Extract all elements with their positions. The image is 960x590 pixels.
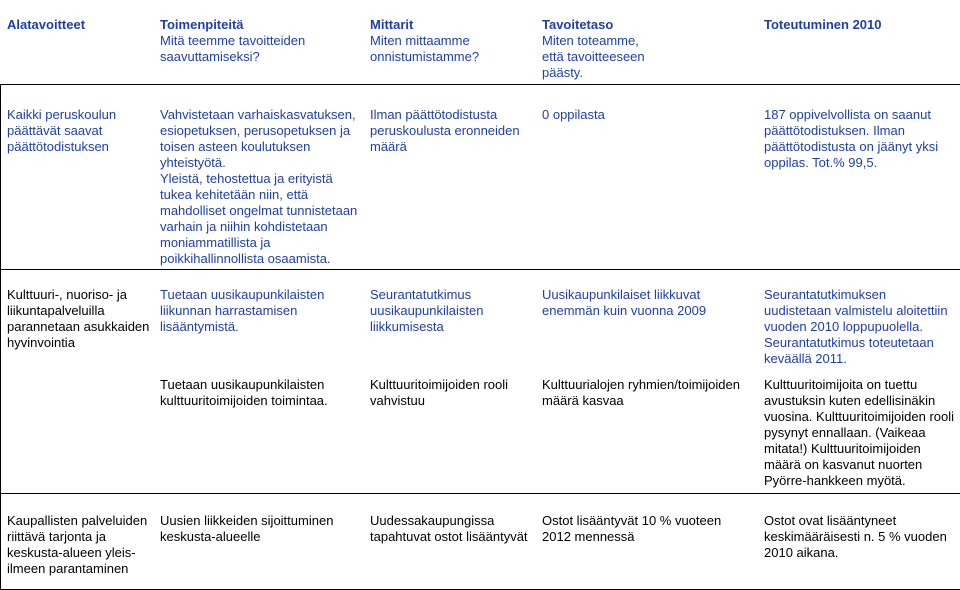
cell-line: kulttuuritoimijoiden toimintaa. [160,393,328,408]
cell-line: yhteistyötä. [160,155,226,170]
cell-line: tapahtuvat ostot lisääntyvät [370,529,528,544]
cell-mittari [370,287,483,335]
cell-line: 187 oppivelvollista on saanut [764,107,931,122]
cell-line: Yleistä, tehostettua ja erityistä [160,171,333,186]
divider [0,269,960,270]
cell-line: keskimääräisesti n. 5 % vuoden [764,529,947,544]
cell-line: Kulttuurialojen ryhmien/toimijoiden [542,377,740,392]
cell-line: määrä kasvaa [542,393,624,408]
cell-line: Ostot ovat lisääntyneet [764,513,897,528]
cell-toteutuminen [764,513,947,561]
cell-line: enemmän kuin vuonna 2009 [542,303,707,318]
cell-line: Tuetaan uusikaupunkilaisten [160,377,325,392]
cell-line: oppilas. Tot.% 99,5. [764,155,878,170]
cell-tavoitetaso [542,287,706,319]
cell-toimenpide [160,107,357,267]
cell-line: avustuksin kuten edellisinäkin [764,393,936,408]
header-subtitle: Miten toteamme, [542,33,639,48]
cell-line: Uusien liikkeiden sijoittuminen [160,513,334,528]
cell-line: poikkihallinnollista osaamista. [160,251,331,266]
cell-line: Seurantatutkimuksen [764,287,887,302]
cell-line: Pyörre-hankkeen myötä. [764,473,906,488]
cell-line: Seurantatutkimus [370,287,472,302]
cell-tavoitetaso [542,377,740,409]
cell-line: määrä on kasvanut nuorten [764,457,923,472]
header-subtitle: päästy. [542,65,583,80]
cell-alatavoite [7,513,147,577]
cell-alatavoite [7,287,149,351]
cell-line: Kulttuuritoimijoita on tuettu [764,377,918,392]
cell-line: uudistetaan valmistelu aloitettiin [764,303,948,318]
cell-line: liikunnan harrastamisen [160,303,298,318]
cell-line: keskusta-alueelle [160,529,261,544]
cell-line: ilmeen parantaminen [7,561,129,576]
header-title: Tavoitetaso [542,17,614,32]
cell-line: riittävä tarjonta ja [7,529,106,544]
cell-line: Seurantatutkimus toteutetaan [764,335,934,350]
header-title: Mittarit [370,17,414,32]
cell-line: vahvistuu [370,393,425,408]
cell-line: esiopetuksen, perusopetuksen ja [160,123,351,138]
header-title: Toimenpiteitä [160,17,244,32]
cell-toimenpide [160,513,333,545]
cell-toimenpide [160,377,328,409]
cell-tavoitetaso [542,513,721,545]
cell-toteutuminen [764,377,954,489]
header-subtitle: Miten mittaamme [370,33,470,48]
cell-line: Ilman päättötodistusta [370,107,498,122]
header-subtitle: onnistumistamme? [370,49,480,64]
cell-line: peruskoulusta eronneiden [370,123,520,138]
cell-line: 0 oppilasta [542,107,605,122]
cell-line: keväällä 2011. [764,351,847,366]
header-col-mittarit [370,17,479,65]
cell-line: Uusikaupunkilaiset liikkuvat [542,287,701,302]
header-title: Toteutuminen 2010 [764,17,882,32]
cell-line: Kulttuuri-, nuoriso- ja [7,287,127,302]
cell-line: pysynyt ennallaan. (Vaikeaa [764,425,926,440]
header-title: Alatavoitteet [7,17,86,32]
cell-line: Ostot lisääntyvät 10 % vuoteen [542,513,722,528]
cell-line: tukea kehitetään niin, että [160,187,309,202]
cell-line: Tuetaan uusikaupunkilaisten [160,287,325,302]
cell-line: varhain ja niihin kohdistetaan [160,219,328,234]
cell-line: 2010 aikana. [764,545,839,560]
cell-line: päättötodistuksen. Ilman [764,123,905,138]
cell-line: Uudessakaupungissa [370,513,495,528]
cell-line: mahdolliset ongelmat tunnistetaan [160,203,358,218]
cell-line: vuoden 2010 loppupuolella. [764,319,924,334]
divider [0,493,960,494]
cell-line: Kaupallisten palveluiden [7,513,148,528]
cell-line: toisen asteen koulutuksen [160,139,311,154]
cell-line: Kulttuuritoimijoiden rooli [370,377,509,392]
divider [0,84,1,590]
cell-line: moniammatillista ja [160,235,271,250]
header-subtitle: saavuttamiseksi? [160,49,260,64]
cell-toimenpide [160,287,324,335]
cell-line: hyvinvointia [7,335,75,350]
header-col-toteutuminen [764,17,882,33]
cell-toteutuminen [764,107,938,171]
cell-line: parannetaan asukkaiden [7,319,150,334]
cell-toteutuminen [764,287,948,367]
header-subtitle: Mitä teemme tavoitteiden [160,33,306,48]
header-col-tavoitetaso [542,17,645,81]
cell-line: päättötodistusta on jäänyt yksi [764,139,939,154]
cell-line: 2012 mennessä [542,529,635,544]
cell-line: liikuntapalveluilla [7,303,105,318]
cell-line: lisääntymistä. [160,319,239,334]
cell-alatavoite [7,107,116,155]
cell-mittari [370,513,528,545]
divider [0,84,960,85]
cell-line: liikkumisesta [370,319,444,334]
cell-line: keskusta-alueen yleis- [7,545,136,560]
cell-line: määrä [370,139,407,154]
cell-line: päättävät saavat [7,123,103,138]
cell-line: Kaikki peruskoulun [7,107,117,122]
header-subtitle: että tavoitteeseen [542,49,645,64]
header-col-toimenpiteita [160,17,305,65]
cell-line: vuosina. Kulttuuritoimijoiden rooli [764,409,955,424]
cell-mittari [370,107,520,155]
cell-line: Vahvistetaan varhaiskasvatuksen, [160,107,356,122]
cell-mittari [370,377,508,409]
cell-line: uusikaupunkilaisten [370,303,484,318]
cell-line: mitata!) Kulttuuritoimijoiden [764,441,921,456]
cell-tavoitetaso [542,107,605,123]
cell-line: päättötodistuksen [7,139,109,154]
header-col-alatavoitteet [7,17,85,33]
